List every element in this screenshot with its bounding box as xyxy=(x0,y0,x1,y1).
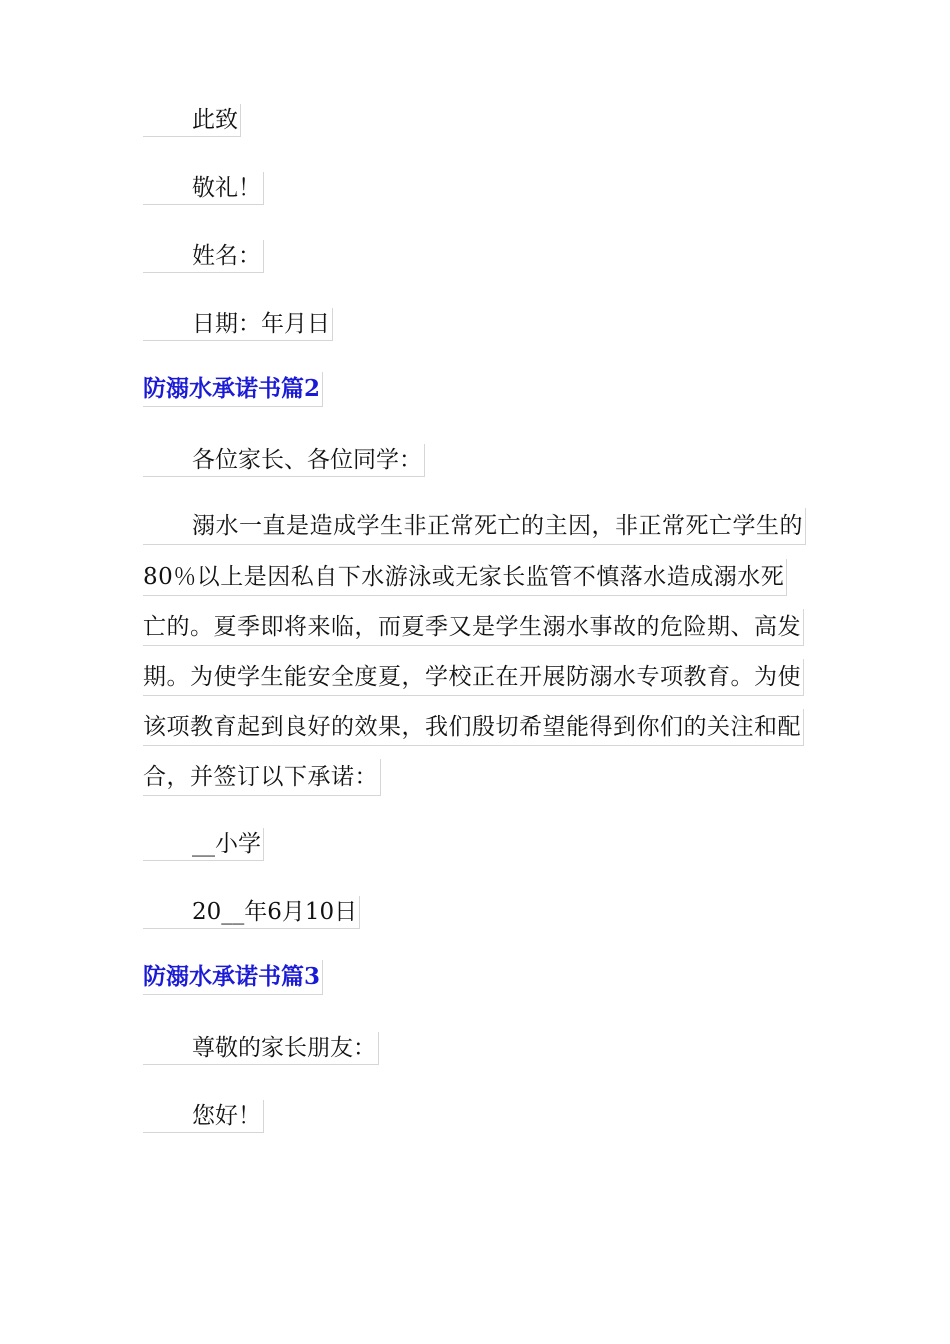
name-label: 姓名： xyxy=(143,240,264,273)
section-2-heading: 防溺水承诺书篇2 xyxy=(143,372,323,407)
section-3-greeting: 尊敬的家长朋友： xyxy=(143,1032,379,1065)
section-3-hello: 您好！ xyxy=(143,1100,264,1133)
date-label: 日期：年月日 xyxy=(143,308,333,341)
paragraph-line: 期。为使学生能安全度夏，学校正在开展防溺水专项教育。为使 xyxy=(143,659,804,696)
paragraph-line: 该项教育起到良好的效果，我们殷切希望能得到你们的关注和配 xyxy=(143,709,804,746)
section-2-greeting: 各位家长、各位同学： xyxy=(143,444,425,477)
section-3-heading: 防溺水承诺书篇3 xyxy=(143,960,323,995)
paragraph-line: 亡的。夏季即将来临，而夏季又是学生溺水事故的危险期、高发 xyxy=(143,609,804,646)
section-2-date: 20__年6月10日 xyxy=(143,896,360,929)
closing-salutation: 此致 xyxy=(143,104,241,137)
closing-regards: 敬礼！ xyxy=(143,172,264,205)
paragraph-line: 80％以上是因私自下水游泳或无家长监管不慎落水造成溺水死 xyxy=(143,559,787,596)
paragraph-line: 溺水一直是造成学生非正常死亡的主因，非正常死亡学生的 xyxy=(143,508,806,545)
paragraph-line: 合，并签订以下承诺： xyxy=(143,759,381,796)
school-name: __小学 xyxy=(143,828,264,861)
